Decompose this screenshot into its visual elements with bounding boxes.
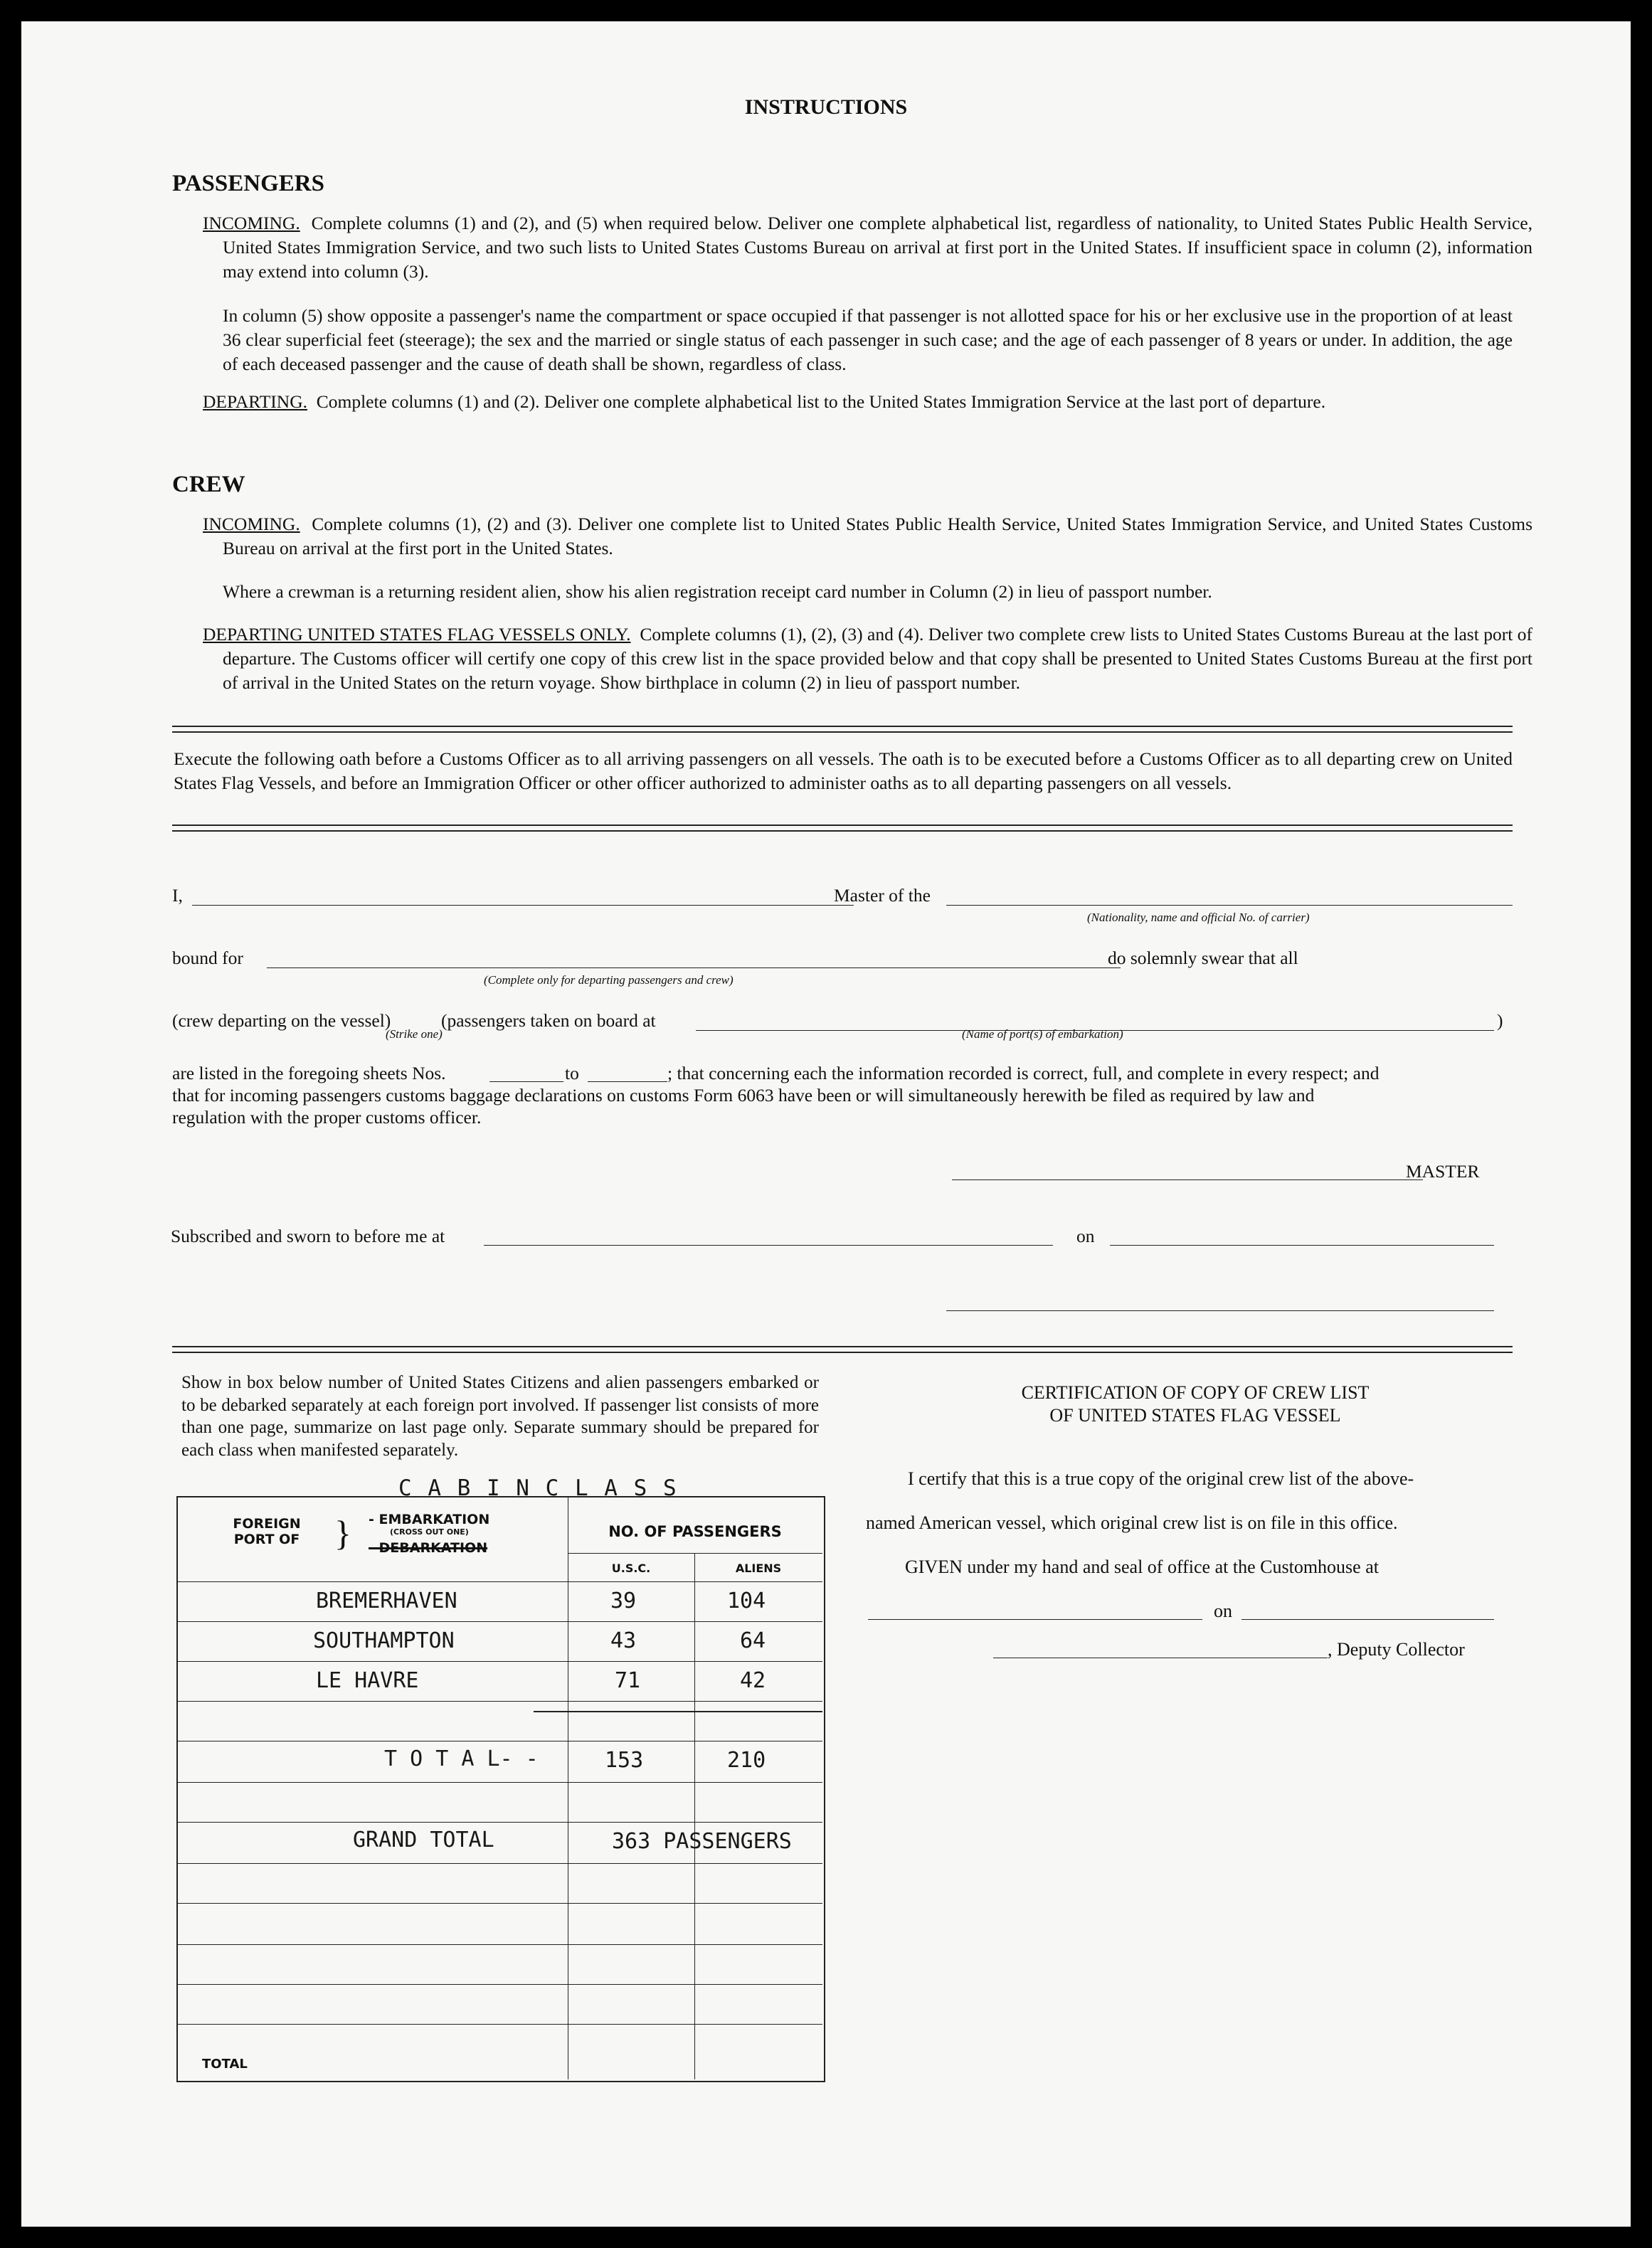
double-rule [172, 825, 1513, 832]
double-rule [172, 726, 1513, 733]
crew-resident: Where a crewman is a returning resident alien, show his alien registration receipt card number in Column (2) in lieu of passport number. [223, 581, 1212, 602]
row-divider [178, 1984, 822, 1985]
passengers-incoming-label: INCOMING. [203, 213, 300, 233]
total-aliens: 210 [727, 1748, 766, 1773]
summary-instruction: Show in box below number of United States Citizens and alien passengers embarked or to be debarked separately at each foreign port involved. If passenger list consists of more than one page, summarize on last page only. Separate summary should be prepared for each class when manifested separately. [181, 1373, 819, 1460]
strike-one-note: (Strike one) [386, 1027, 443, 1041]
carrier-field[interactable] [946, 905, 1513, 906]
column-divider [694, 1553, 695, 2079]
deputy-collector-label: , Deputy Collector [1328, 1639, 1465, 1660]
ports-note: (Name of port(s) of embarkation) [962, 1027, 1123, 1041]
header-divider [568, 1553, 822, 1554]
crew-heading: CREW [172, 472, 245, 497]
row-3-usc: 71 [615, 1668, 641, 1693]
no-passengers-header: NO. OF PASSENGERS [608, 1523, 782, 1540]
bound-for-label: bound for [172, 948, 243, 968]
certification-title-2: OF UNITED STATES FLAG VESSEL [1049, 1405, 1341, 1426]
passengers-departing-text: Complete columns (1) and (2). Deliver one complete alphabetical list to the United States Immigration Service at the last port of departure. [316, 391, 1326, 412]
usc-header: U.S.C. [611, 1562, 651, 1575]
row-divider [178, 1782, 822, 1783]
certification-text-1: I certify that this is a true copy of the original crew list of the above- [908, 1468, 1414, 1489]
passengers-incoming [203, 211, 1532, 284]
brace: } [334, 1513, 351, 1553]
crew-incoming [203, 512, 1532, 561]
crew-departing-label: DEPARTING UNITED STATES FLAG VESSELS ONLY. [203, 624, 631, 645]
row-2-port: SOUTHAMPTON [313, 1628, 455, 1653]
row-divider [178, 1944, 822, 1945]
passengers-column5: In column (5) show opposite a passenger's name the compartment or space occupied if that passenger is not allotted space for his or her exclusive use in the proportion of at least 36 clear superficial feet (steerage); the sex and the married or single status of each passenger in such case; and the age of each passenger of 8 years or under. In addition, the age of each deceased passenger and the cause of death shall be shown, regardless of class. [223, 305, 1513, 374]
row-divider [178, 1581, 822, 1582]
sheet-to-field[interactable] [588, 1081, 667, 1082]
debarkation-option-struck[interactable]: - DEBARKATION [369, 1540, 488, 1556]
certification-on: on [1214, 1601, 1232, 1621]
row-divider [178, 2024, 822, 2025]
oath-i-label: I, [172, 885, 183, 906]
class-label: C A B I N C L A S S [398, 1475, 678, 1501]
row-divider [178, 1903, 822, 1904]
listed-text-b: ; that concerning each the information recorded is correct, full, and complete in every respect; and [667, 1063, 1380, 1083]
listed-text-a: are listed in the foregoing sheets Nos. [172, 1063, 446, 1083]
crew-departing-option: (crew departing on the vessel) [172, 1010, 391, 1031]
row-divider [178, 1822, 822, 1823]
row-3-aliens: 42 [740, 1668, 766, 1693]
row-divider [178, 1863, 822, 1864]
row-divider [178, 1621, 822, 1622]
passengers-taken-option: (passengers taken on board at [441, 1010, 656, 1031]
passengers-departing [203, 390, 1532, 414]
complete-only-note: (Complete only for departing passengers and crew) [484, 973, 734, 987]
row-divider [178, 1701, 822, 1702]
sworn-date-field[interactable] [1110, 1245, 1494, 1246]
oath-line-3: regulation with the proper customs officer. [172, 1107, 482, 1128]
master-name-field[interactable] [192, 905, 854, 906]
row-1-aliens: 104 [727, 1589, 766, 1613]
passengers-departing-label: DEPARTING. [203, 391, 307, 412]
grand-total-label: GRAND TOTAL [353, 1828, 494, 1852]
sworn-place-field[interactable] [484, 1245, 1053, 1246]
total-usc: 153 [605, 1748, 644, 1773]
customhouse-field[interactable] [868, 1619, 1202, 1620]
certification-text-2: named American vessel, which original crew list is on file in this office. [866, 1512, 1398, 1533]
total-label: T O T A L- - [384, 1746, 539, 1771]
row-1-usc: 39 [610, 1589, 637, 1613]
footer-total-label: TOTAL [202, 2057, 248, 2072]
row-2-aliens: 64 [740, 1628, 766, 1653]
passengers-incoming-text: Complete columns (1) and (2), and (5) when required below. Deliver one complete alphabetical list, regardless of nationality, to United States Public Health Service, United States Immigration Service, and two such lists to United States Customs Bureau on arrival at first port in the United States. If insufficient space in column (2), information may extend into column (3). [223, 213, 1533, 282]
row-3-port: LE HAVRE [316, 1668, 419, 1693]
crew-departing-text: Complete columns (1), (2), (3) and (4). Deliver two complete crew lists to United States Customs Bureau at the last port of departure. The Customs officer will certify one copy of this crew list in the space provided below and that copy shall be presented to United States Customs Bureau at the first port of arrival in the United States on the return voyage. Show birthplace in column (2) in lieu of passport number. [223, 624, 1532, 693]
sum-rule [534, 1711, 822, 1712]
form-page [21, 21, 1631, 2227]
row-divider [178, 1661, 822, 1662]
bound-for-field[interactable] [267, 967, 1121, 968]
officer-signature-field[interactable] [946, 1310, 1494, 1311]
sworn-on-label: on [1076, 1226, 1095, 1246]
grand-total-value: 363 PASSENGERS [612, 1829, 792, 1854]
passenger-summary-table [176, 1496, 825, 2082]
sheet-from-field[interactable] [489, 1081, 563, 1082]
double-rule [172, 1346, 1513, 1353]
oath-line-2: that for incoming passengers customs baggage declarations on customs Form 6063 have been or will simultaneously herewith be filed as required by law and [172, 1085, 1315, 1106]
page-title: INSTRUCTIONS [744, 95, 908, 119]
passengers-heading: PASSENGERS [172, 171, 324, 196]
cross-out-note: (CROSS OUT ONE) [390, 1527, 469, 1537]
nationality-note: (Nationality, name and official No. of carrier) [1087, 911, 1310, 924]
row-1-port: BREMERHAVEN [316, 1589, 457, 1613]
embarkation-option[interactable]: - EMBARKATION [369, 1512, 490, 1527]
crew-departing [203, 622, 1532, 695]
master-signature-field[interactable] [952, 1179, 1423, 1180]
aliens-header: ALIENS [735, 1562, 782, 1575]
certification-date-field[interactable] [1241, 1619, 1494, 1620]
master-of-label: Master of the [834, 885, 931, 906]
foreign-port-of-header: FOREIGN PORT OF [233, 1516, 301, 1547]
subscribed-label: Subscribed and sworn to before me at [171, 1226, 445, 1246]
crew-incoming-label: INCOMING. [203, 514, 300, 534]
crew-incoming-text: Complete columns (1), (2) and (3). Deliver one complete list to United States Public Health Service, United States Immigration Service, and United States Customs Bureau on arrival at the first port in the United States. [223, 514, 1533, 558]
certification-given: GIVEN under my hand and seal of office at the Customhouse at [905, 1557, 1379, 1577]
oath-instruction: Execute the following oath before a Customs Officer as to all arriving passengers on all vessels. The oath is to be executed before a Customs Officer as to all departing crew on United States Flag Vessels, and before an Immigration Officer or other officer authorized to administer oaths as to all departing passengers on all vessels. [174, 748, 1513, 793]
row-2-usc: 43 [610, 1628, 637, 1653]
certification-title-1: CERTIFICATION OF COPY OF CREW LIST [1021, 1382, 1370, 1403]
listed-to: to [565, 1063, 579, 1083]
swear-text: do solemnly swear that all [1108, 948, 1298, 968]
close-paren: ) [1497, 1010, 1503, 1031]
master-label: MASTER [1406, 1161, 1480, 1182]
